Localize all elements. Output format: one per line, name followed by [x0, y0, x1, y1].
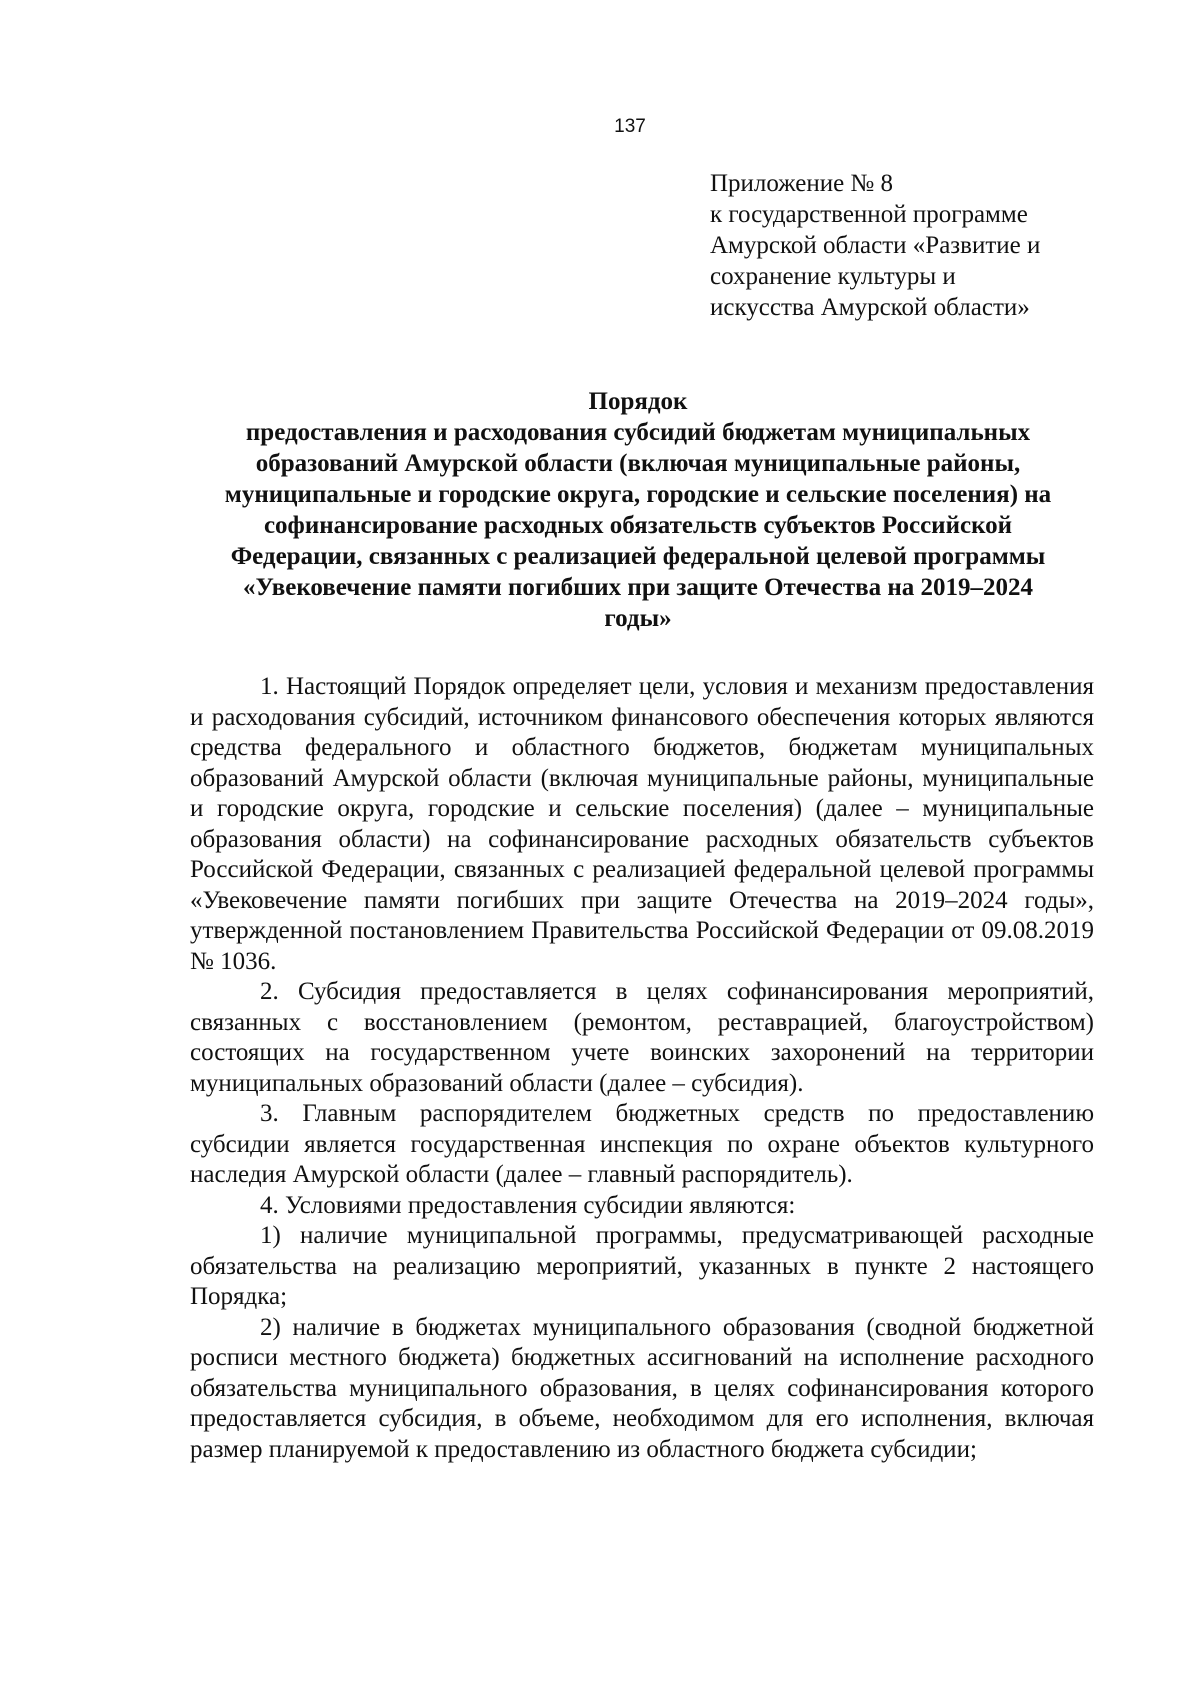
appendix-line: Приложение № 8	[710, 170, 894, 197]
document-title	[182, 386, 1094, 634]
title-line: образований Амурской области (включая муниципальные районы,	[255, 450, 1021, 477]
appendix-note	[710, 168, 1110, 323]
appendix-line: сохранение культуры и	[710, 263, 956, 290]
title-line: «Увековечение памяти погибших при защите Отечества на 2019–2024	[242, 574, 1034, 601]
paragraph: 4. Условиями предоставления субсидии являются:	[260, 1191, 796, 1219]
paragraph: 2. Субсидия предоставляется в целях софинансирования мероприятий, связанных с восстановлением (ремонтом, реставрацией, благоустройством) состоящих на государственном учете воинских захоронений на территории муниципальных образований области (далее – субсидия).	[190, 978, 1094, 1097]
page-number: 137	[614, 116, 646, 137]
appendix-line: искусства Амурской области»	[710, 294, 1030, 321]
paragraph: 1. Настоящий Порядок определяет цели, условия и механизм предоставления и расходования субсидий, источником финансового обеспечения которых являются средства федерального и областного бюджетов, бюджетам муниципальных образований Амурской области (включая муниципальные районы, муниципальные и городские округа, городские и сельские поселения) (далее – муниципальные образования области) на софинансирование расходных обязательств субъектов Российской Федерации, связанных с реализацией федеральной целевой программы «Увековечение памяти погибших при защите Отечества на 2019–2024 годы», утвержденной постановлением Правительства Российской Федерации от 09.08.2019 № 1036.	[190, 673, 1094, 975]
title-line: софинансирование расходных обязательств субъектов Российской	[263, 512, 1013, 539]
appendix-line: Амурской области «Развитие и	[710, 232, 1041, 259]
title-line: муниципальные и городские округа, городские и сельские поселения) на	[224, 481, 1052, 508]
paragraph: 3. Главным распорядителем бюджетных средств по предоставлению субсидии является государственная инспекция по охране объектов культурного наследия Амурской области (далее – главный распорядитель).	[190, 1100, 1094, 1188]
title-line: годы»	[604, 605, 672, 632]
paragraph: 1) наличие муниципальной программы, предусматривающей расходные обязательства на реализацию мероприятий, указанных в пункте 2 настоящего Порядка;	[190, 1222, 1094, 1310]
paragraph: 2) наличие в бюджетах муниципального образования (сводной бюджетной росписи местного бюджета) бюджетных ассигнований на исполнение расходного обязательства муниципального образования, в целях софинансирования которого предоставляется субсидия, в объеме, необходимом для его исполнения, включая размер планируемой к предоставлению из областного бюджета субсидии;	[190, 1313, 1094, 1463]
appendix-line: к государственной программе	[710, 201, 1028, 228]
title-line: Федерации, связанных с реализацией федеральной целевой программы	[230, 543, 1046, 570]
title-heading: Порядок	[588, 388, 688, 415]
document-body	[190, 672, 1094, 1465]
title-line: предоставления и расходования субсидий бюджетам муниципальных	[245, 419, 1031, 446]
